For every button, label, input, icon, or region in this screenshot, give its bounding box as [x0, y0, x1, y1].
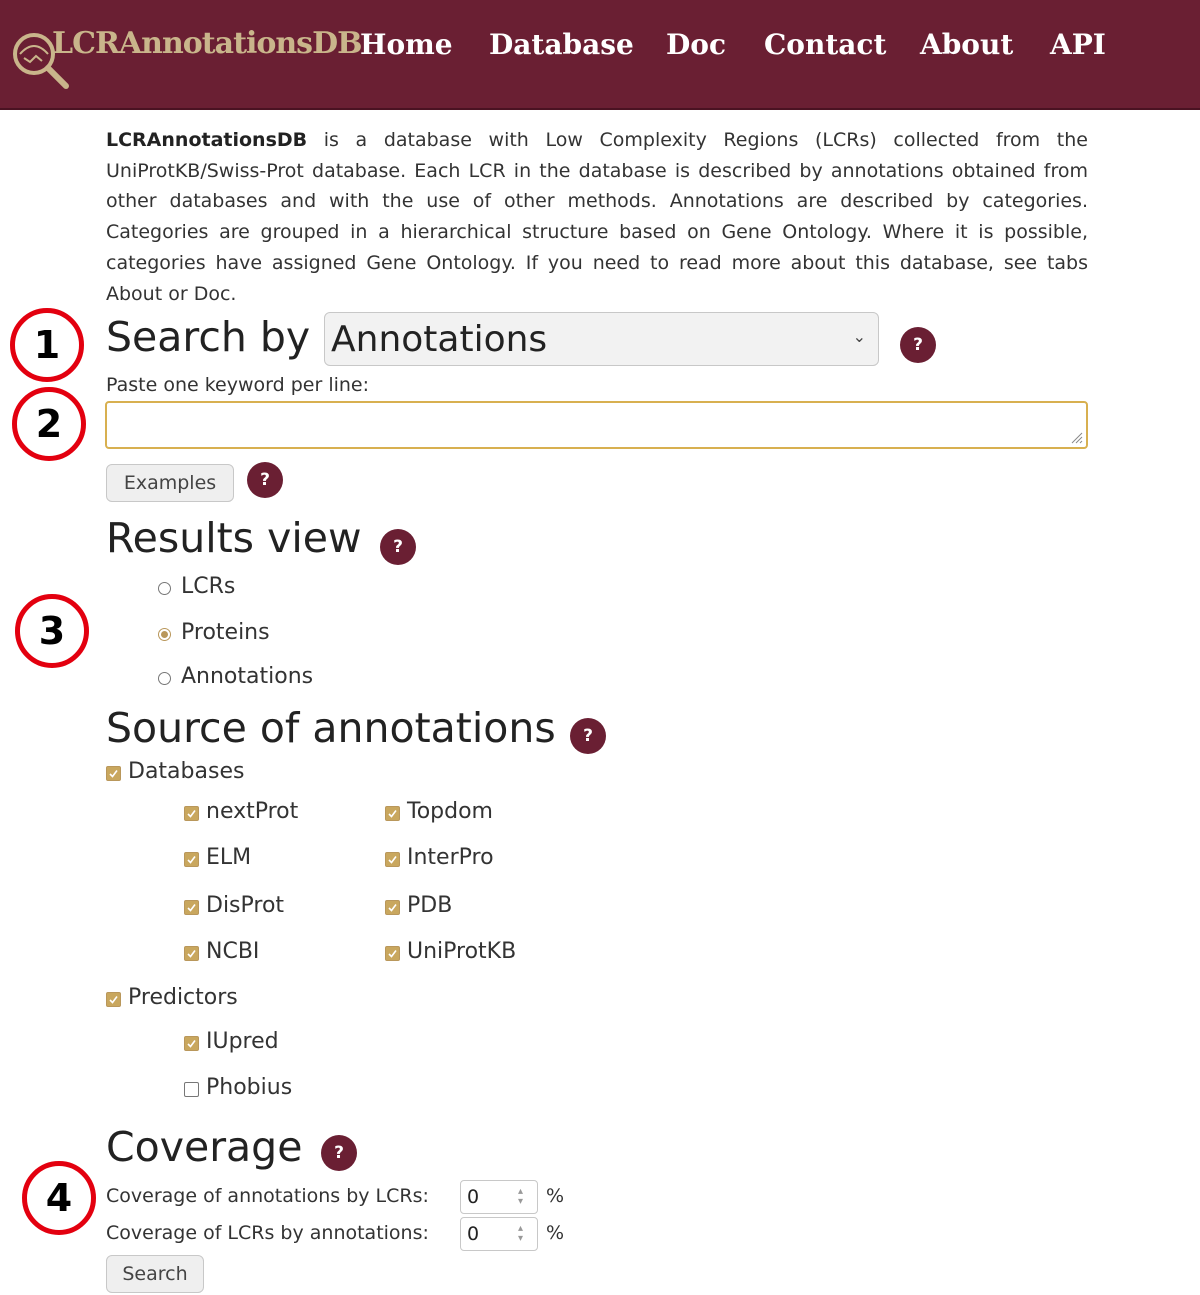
radio-button[interactable]	[158, 582, 171, 595]
help-icon[interactable]: ?	[900, 327, 936, 363]
help-icon[interactable]: ?	[321, 1135, 357, 1171]
examples-button[interactable]: Examples	[106, 464, 234, 502]
search-by-selected-value: Annotations	[331, 318, 548, 360]
radio-button-checked[interactable]	[158, 628, 171, 641]
coverage-heading: Coverage	[106, 1123, 303, 1171]
source-heading: Source of annotations	[106, 704, 556, 752]
nav-database[interactable]: Database	[489, 28, 634, 61]
keyword-textarea[interactable]	[105, 401, 1088, 449]
checkbox-label: Phobius	[206, 1075, 293, 1100]
annotation-marker-2: 2	[12, 387, 86, 461]
checkbox-pdb[interactable]	[385, 893, 452, 918]
radio-button[interactable]	[158, 672, 171, 685]
checkbox-label: DisProt	[206, 893, 285, 918]
coverage-annotations-input[interactable]	[460, 1180, 538, 1214]
coverage-lcrs-value: 0	[467, 1223, 480, 1245]
spinner-arrows-icon[interactable]: ▴ ▾	[517, 1223, 523, 1244]
checkbox-label: nextProt	[206, 799, 299, 824]
checkbox-topdom[interactable]	[385, 799, 493, 824]
annotation-marker-3: 3	[15, 594, 89, 668]
checkbox-label: IUpred	[206, 1029, 279, 1054]
checkbox-uniprotkb[interactable]	[385, 939, 516, 964]
radio-option-lcrs[interactable]	[158, 574, 235, 599]
intro-paragraph	[106, 125, 1088, 309]
checkbox-checked[interactable]	[184, 946, 199, 961]
nav-contact[interactable]: Contact	[764, 28, 887, 61]
checkbox-nextprot[interactable]	[184, 799, 298, 824]
help-icon[interactable]: ?	[570, 718, 606, 754]
nav-api[interactable]: API	[1050, 28, 1106, 61]
radio-label: Proteins	[181, 620, 270, 645]
checkbox-interpro[interactable]	[385, 845, 494, 870]
search-button[interactable]: Search	[106, 1255, 204, 1293]
checkbox-checked[interactable]	[385, 946, 400, 961]
coverage-lcrs-label: Coverage of LCRs by annotations:	[106, 1222, 429, 1244]
checkbox-databases[interactable]	[106, 759, 244, 784]
checkbox-label: PDB	[407, 893, 453, 918]
keyword-label: Paste one keyword per line:	[106, 374, 370, 396]
checkbox-elm[interactable]	[184, 845, 251, 870]
spinner-arrows-icon[interactable]: ▴ ▾	[517, 1186, 523, 1207]
chevron-down-icon: ⌄	[852, 327, 866, 346]
checkbox-checked[interactable]	[184, 806, 199, 821]
checkbox-label: InterPro	[407, 845, 494, 870]
checkbox-checked[interactable]	[184, 1036, 199, 1051]
coverage-annotations-value: 0	[467, 1186, 480, 1208]
logo-text[interactable]: LCRAnnotationsDB	[52, 26, 362, 61]
checkbox-checked[interactable]	[184, 900, 199, 915]
radio-option-annotations[interactable]	[158, 664, 313, 689]
checkbox-label: Predictors	[128, 985, 238, 1010]
checkbox-label: UniProtKB	[407, 939, 517, 964]
checkbox-checked[interactable]	[385, 852, 400, 867]
checkbox-checked[interactable]	[184, 852, 199, 867]
checkbox-predictors[interactable]	[106, 985, 238, 1010]
coverage-annotations-label: Coverage of annotations by LCRs:	[106, 1185, 429, 1207]
checkbox-label: Topdom	[407, 799, 493, 824]
search-by-select[interactable]	[324, 312, 879, 366]
annotation-marker-4: 4	[22, 1161, 96, 1235]
nav-about[interactable]: About	[920, 28, 1014, 61]
checkbox-label: ELM	[206, 845, 252, 870]
checkbox-unchecked[interactable]	[184, 1082, 199, 1097]
checkbox-checked[interactable]	[385, 806, 400, 821]
checkbox-checked[interactable]	[106, 992, 121, 1007]
checkbox-label: NCBI	[206, 939, 260, 964]
radio-label: LCRs	[181, 574, 236, 599]
checkbox-ncbi[interactable]	[184, 939, 259, 964]
checkbox-label: Databases	[128, 759, 245, 784]
intro-text: is a database with Low Complexity Regions (LCRs) collected from the UniProtKB/Swiss-Prot database. Each LCR in the database is described by annotations obtained from other databases and with the use of other methods. Annotations are described by categories. Categories are grouped in a hierarchical structure based on Gene Ontology. Where it is possible, categories have assigned Gene Ontology. If you need to read more about this database, see tabs About or Doc.	[106, 129, 1088, 305]
percent-unit: %	[546, 1222, 565, 1244]
navbar	[0, 0, 1200, 110]
checkbox-checked[interactable]	[385, 900, 400, 915]
nav-doc[interactable]: Doc	[666, 28, 727, 61]
help-icon[interactable]: ?	[380, 529, 416, 565]
checkbox-checked[interactable]	[106, 766, 121, 781]
search-by-heading: Search by	[106, 313, 311, 361]
checkbox-phobius[interactable]	[184, 1075, 292, 1100]
coverage-lcrs-input[interactable]	[460, 1217, 538, 1251]
resize-grip-icon[interactable]	[1069, 430, 1083, 444]
percent-unit: %	[546, 1185, 565, 1207]
radio-label: Annotations	[181, 664, 314, 689]
checkbox-iupred[interactable]	[184, 1029, 279, 1054]
results-view-heading: Results view	[106, 514, 362, 562]
checkbox-disprot[interactable]	[184, 893, 284, 918]
annotation-marker-1: 1	[10, 308, 84, 382]
help-icon[interactable]: ?	[247, 462, 283, 498]
nav-home[interactable]: Home	[360, 28, 453, 61]
intro-db-name: LCRAnnotationsDB	[106, 129, 308, 151]
radio-option-proteins[interactable]	[158, 620, 270, 645]
